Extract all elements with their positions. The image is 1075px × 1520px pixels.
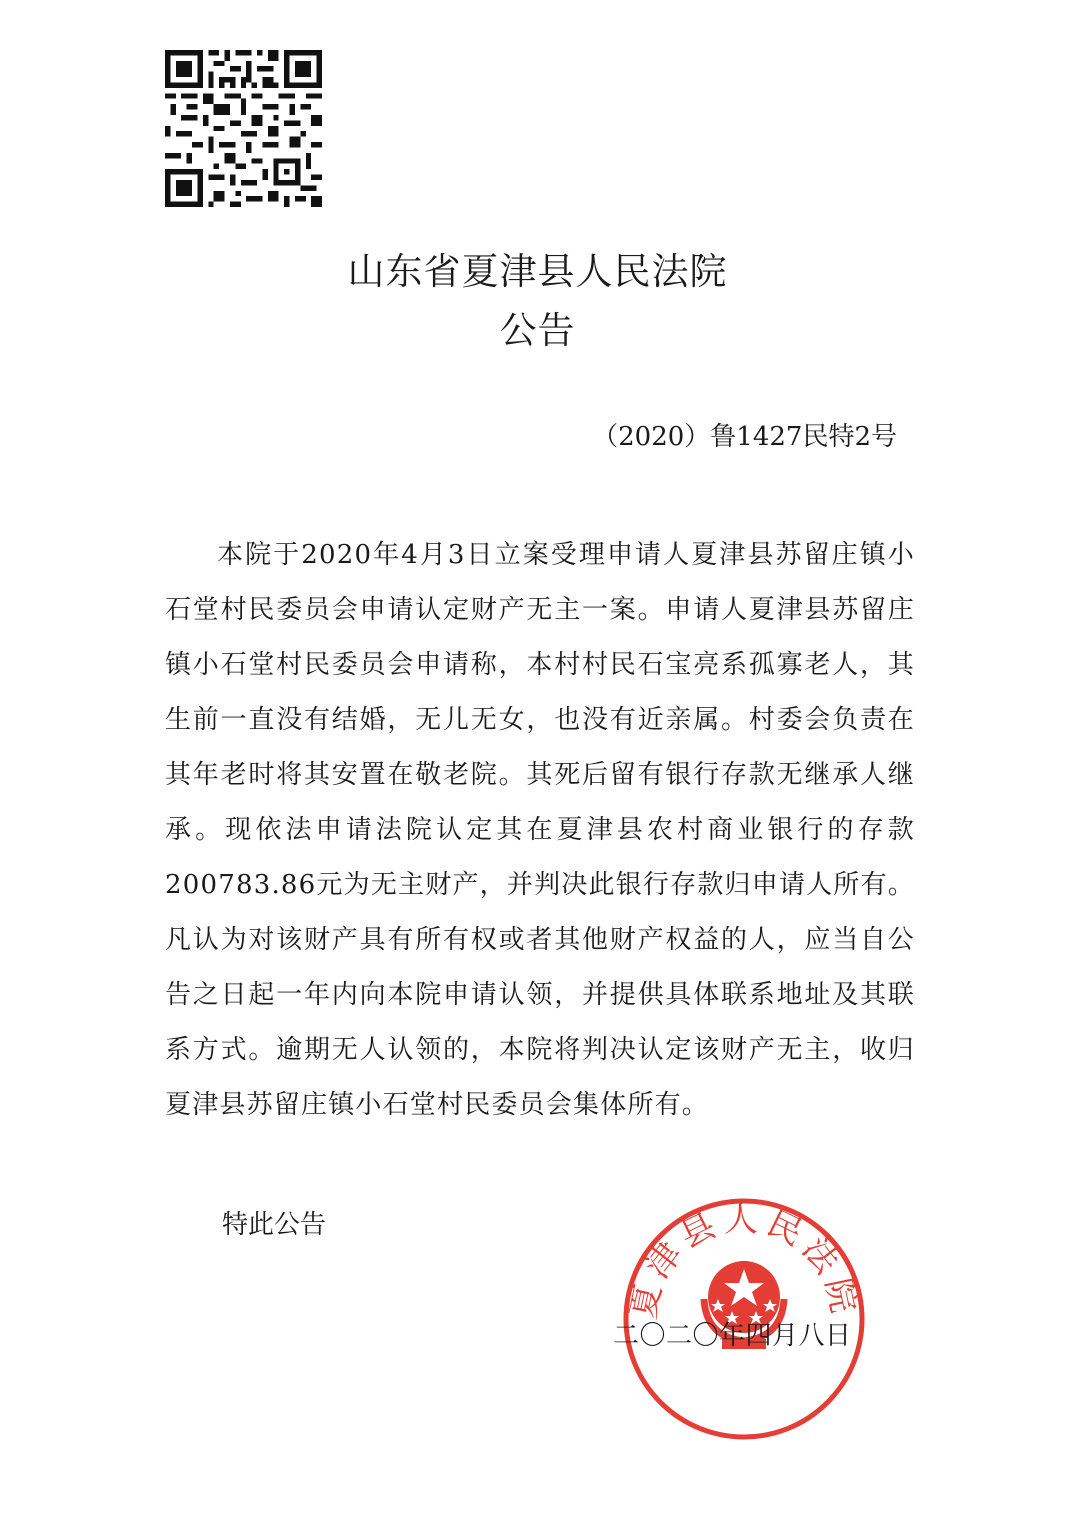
- closing-phrase: 特此公告: [222, 1210, 327, 1240]
- court-name: 山东省夏津县人民法院: [347, 250, 728, 293]
- issue-date: 二〇二〇年四月八日: [613, 1321, 852, 1351]
- notice-body: 本院于2020年4月3日立案受理申请人夏津县苏留庄镇小石堂村民委员会申请认定财产无主一案。申请人夏津县苏留庄镇小石堂村民委员会申请称，本村村民石宝亮系孤寡老人，其生前一直没有结婚，无儿无女，也没有近亲属。村委会负责在其年老时将其安置在敬老院。其死后留有银行存款无继承人继承。现依法申请法院认定其在夏津县农村商业银行的存款200783.86元为无主财产，并判决此银行存款归申请人所有。凡认为对该财产具有所有权或者其他财产权益的人，应当自公告之日起一年内向本院申请认领，并提供具体联系地址及其联系方式。逾期无人认领的，本院将判决认定该财产无主，收归夏津县苏留庄镇小石堂村民委员会集体所有。: [165, 540, 915, 1120]
- court-seal-icon: [620, 1195, 868, 1443]
- qr-code-icon: [165, 50, 322, 207]
- svg-text:夏津县人民法院: 夏津县人民法院: [623, 1199, 865, 1323]
- document-title: 公告: [499, 309, 576, 352]
- case-number: （2020）鲁1427民特2号: [592, 422, 897, 452]
